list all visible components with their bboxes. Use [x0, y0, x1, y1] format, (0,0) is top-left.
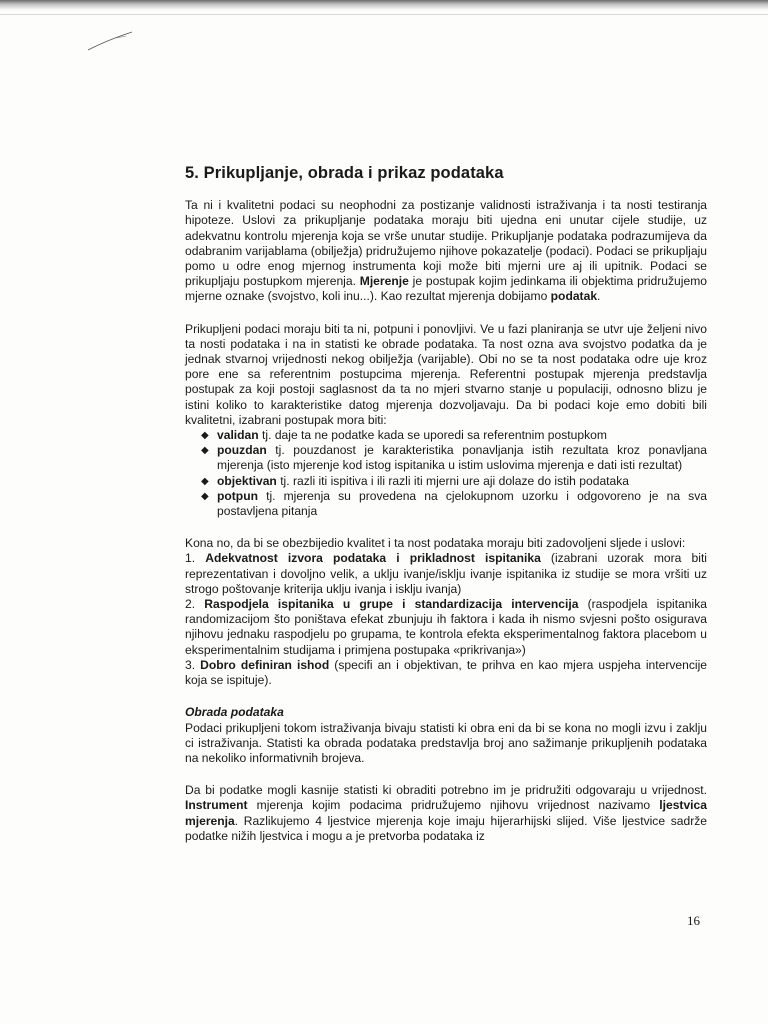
item-text: (raspodjela ispitanika randomizacijom što poništava efekat zbunjuju ih faktora i kada ih nismo svjesni pošto osigurava njihovu jednaku raspodjelu po grupama, te kontrola efekta eksperimentalnog faktora placebom u eksperimentalnim studijama i primjena postupaka «prikrivanja»)	[185, 597, 707, 657]
item-number: 1.	[185, 551, 206, 566]
intro-text-3: .	[597, 289, 601, 304]
intro-text-2: je postupak kojim jedinkama ili objektima pridružujemo mjerne oznake (svojstvo, koli inu...). Kao rezultat mjerenja dobijamo	[185, 274, 707, 304]
bullet-text: tj. razli iti ispitiva i ili razli iti mjerni ure aji dolaze do istih podataka	[276, 473, 630, 488]
scales-text-2: mjerenja kojim podacima pridružujemo njihovu vrijednost nazivamo	[247, 798, 660, 813]
paragraph-conditions: Kona no, da bi se obezbijedio kvalitet i ta nost podataka moraju biti zadovoljeni sljede i uslovi:	[185, 536, 686, 551]
bullet-text: tj. mjerenja su provedena na cjelokupnom uzorku i odgovoreno je na sva postavljena pitanja	[217, 488, 707, 519]
list-item	[201, 474, 707, 489]
subheading-obrada: Obrada podataka	[185, 705, 284, 720]
page-content	[185, 166, 707, 844]
list-item	[201, 443, 707, 473]
list-item	[201, 428, 707, 443]
item-text: (izabrani uzorak mora biti reprezentativan i dovoljno velik, a uklju ivanje/isklju ivanje ispitanika iz studije se mora vršiti uz strogo poštovanje kriterija uklju ivanja i isklju ivanja)	[185, 551, 707, 596]
page-number: 16	[687, 913, 700, 928]
section-heading: 5. Prikupljanje, obrada i prikaz podataka	[185, 164, 504, 182]
paragraph-intro	[185, 198, 707, 304]
pen-mark-scribble	[86, 28, 136, 54]
item-term: Raspodjela ispitanika u grupe i standardizacija intervencija	[204, 597, 579, 612]
numbered-item	[185, 597, 707, 658]
diamond-bullet-icon: ◆	[201, 475, 209, 487]
diamond-bullet-icon: ◆	[201, 490, 209, 502]
list-item	[201, 489, 707, 519]
paragraph-scales	[185, 783, 707, 844]
item-term: Dobro definiran ishod	[200, 657, 330, 672]
item-number: 3.	[185, 657, 201, 672]
bullet-term: objektivan	[217, 473, 277, 488]
numbered-item	[185, 658, 707, 688]
term-ljestvica: ljestvica mjerenja	[185, 798, 707, 828]
term-mjerenje: Mjerenje	[359, 274, 409, 289]
item-term: Adekvatnost izvora podataka i prikladnost ispitanika	[205, 551, 541, 566]
item-number: 2.	[185, 597, 205, 612]
bullet-term: potpun	[217, 488, 258, 503]
criteria-list	[185, 428, 707, 519]
scan-top-edge	[0, 0, 768, 10]
bullet-term: pouzdan	[217, 443, 267, 458]
scan-edge-line	[0, 14, 768, 15]
bullet-text: tj. daje ta ne podatke kada se uporedi sa referentnim postupkom	[258, 428, 607, 443]
bullet-term: validan	[217, 428, 259, 443]
intro-text-1: Ta ni i kvalitetni podaci su neophodni za postizanje validnosti istraživanja i ta nosti testiranja hipoteze. Uslovi za prikupljanje podataka moraju biti ujedna eni unutar cijele studije, uz adekvatnu kontrolu mjerenja koja se vrše unutar studije. Prikupljanje podataka podrazumijeva da odabranim varijablama (obilježja) pridružujemo njihove pokazatelje (podaci). Podaci se prikupljaju pomo u odre enog mjernog instrumenta koji može biti mjerni ure aj ili upitnik. Podaci se prikupljaju postupkom mjerenja.	[185, 198, 707, 289]
diamond-bullet-icon: ◆	[201, 445, 209, 457]
paragraph-obrada: Podaci prikupljeni tokom istraživanja bivaju statisti ki obra eni da bi se kona no mogli izvu i zaklju ci istraživanja. Statisti ka obrada podataka predstavlja broj ano sažimanje prikupljenih podataka na nekoliko informativnih brojeva.	[185, 720, 707, 765]
term-podatak: podatak	[550, 289, 598, 304]
bullet-text: tj. pouzdanost je karakteristika ponavljanja istih rezultata kroz ponavljana mjerenja (isto mjerenje kod istog ispitanika u istim uslovima mjerenja e dati isti rezultat)	[217, 443, 707, 473]
numbered-item	[185, 551, 707, 597]
scales-text-1: Da bi podatke mogli kasnije statisti ki obraditi potrebno im je pridružiti odgovaraju u vrijednost.	[185, 783, 707, 798]
scales-text-3: . Razlikujemo 4 ljestvice mjerenja koje imaju hijerarhijski slijed. Više ljestvice sadrže podatke nižih ljestvica i mogu a je pretvorba podataka iz	[185, 813, 707, 843]
item-text: (specifi an i objektivan, te prihva en kao mjera uspjeha intervencije koja se ispituje).	[185, 657, 707, 688]
term-instrument: Instrument	[185, 798, 248, 813]
paragraph-quality: Prikupljeni podaci moraju biti ta ni, potpuni i ponovljivi. Ve u fazi planiranja se utvr uje željeni nivo ta nosti podataka i na in statisti ke obrade podataka. Ta nost ozna ava svojstvo podatka da je jednak stvarnoj vrijednosti nekog obilježja (varijable). Obi no se ta nost podataka odre uje kroz pore ene sa referentnim postupcima mjerenja. Referentni postupak mjerenja predstavlja postupak za koji postoji saglasnost da ta no mjeri stvarno stanje u populaciji, odnosno blizu je istini koliko to karakteristike datog mjerenja dozvoljavaju. Da bi podaci koje emo dobiti bili kvalitetni, izabrani postupak mora biti:	[185, 321, 707, 427]
diamond-bullet-icon: ◆	[201, 430, 209, 442]
